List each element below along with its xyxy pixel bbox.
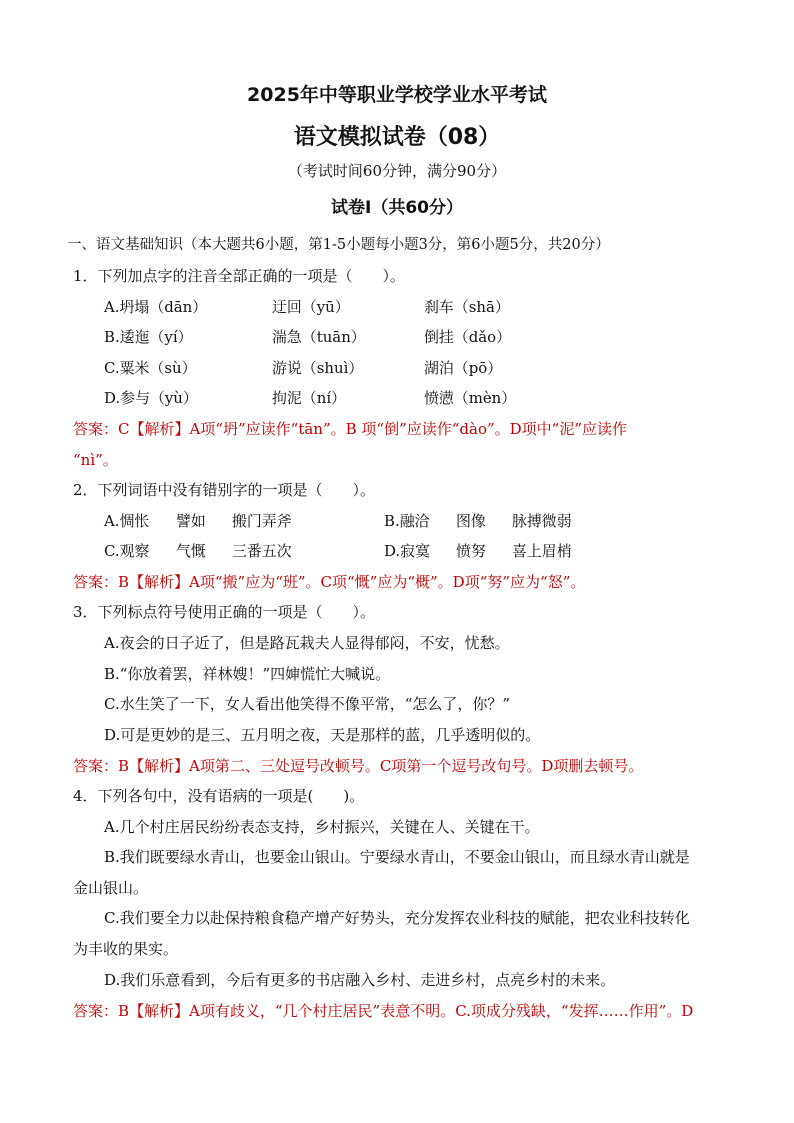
question-3-option-c: C.水生笑了一下，女人看出他笑得不像平常，“怎么了，你？” <box>104 695 511 713</box>
q1-option-a-2: 迂回（yū） <box>272 298 350 316</box>
q2-word: 搬门弄斧 <box>232 512 292 530</box>
question-4-option-b: B.我们既要绿水青山，也要金山银山。宁要绿水青山，不要金山银山，而且绿水青山就是 <box>104 848 690 866</box>
question-4-stem: 4．下列各句中，没有语病的一项是( )。 <box>73 787 365 805</box>
q2-word: 脉搏微弱 <box>512 512 572 530</box>
q2-word: 愤努 <box>456 542 486 560</box>
q2-word: D.寂寞 <box>384 542 430 560</box>
q1-option-d-1: D.参与（yù） <box>104 389 198 407</box>
question-4-answer: 答案：B【解析】A项有歧义，“几个村庄居民”表意不明。C.项成分残缺，“发挥……作用”。D <box>73 1002 694 1020</box>
question-4-option-c: C.我们要全力以赴保持粮食稳产增产好势头，充分发挥农业科技的赋能，把农业科技转化 <box>104 909 690 927</box>
question-4-option-b-cont: 金山银山。 <box>73 879 149 897</box>
question-3-option-b: B.“你放着罢，祥林嫂！”四婶慌忙大喊说。 <box>104 665 391 683</box>
q2-word: 气慨 <box>176 542 206 560</box>
q2-word: 喜上眉梢 <box>512 542 572 560</box>
question-3-answer: 答案：B【解析】A项第二、三处逗号改顿号。C项第一个逗号改句号。D项删去顿号。 <box>73 757 644 775</box>
question-3-option-d: D.可是更妙的是三、五月明之夜，天是那样的蓝，几乎透明似的。 <box>104 726 541 744</box>
question-3-option-a: A.夜会的日子近了，但是路瓦栽夫人显得郁闷，不安，忧愁。 <box>104 634 510 652</box>
q1-option-c-1: C.粟米（sù） <box>104 359 197 377</box>
question-1-answer: 答案：C【解析】A项“坍”应读作“tān”。B 项“倒”应读作“dào”。D项中“泥”应读作 <box>73 420 628 438</box>
q2-word: 图像 <box>456 512 486 530</box>
q2-word: 譬如 <box>176 512 206 530</box>
q2-word: 三番五次 <box>232 542 292 560</box>
part-title: 试卷Ⅰ（共60分） <box>331 198 463 218</box>
q2-word: B.融洽 <box>384 512 430 530</box>
question-1-answer-cont: “nì”。 <box>73 451 118 469</box>
q1-option-c-2: 游说（shuì） <box>272 359 364 377</box>
paper-title: 语文模拟试卷（08） <box>293 125 501 150</box>
question-4-option-a: A.几个村庄居民纷纷表态支持，乡村振兴，关键在人、关键在干。 <box>104 818 540 836</box>
question-3-stem: 3．下列标点符号使用正确的一项是（ ）。 <box>73 603 376 621</box>
q1-option-b-3: 倒挂（dǎo） <box>424 328 512 346</box>
q2-word: A.惆怅 <box>104 512 150 530</box>
q1-option-a-3: 刹车（shā） <box>424 298 510 316</box>
q1-option-c-3: 湖泊（pō） <box>424 359 503 377</box>
exam-title: 2025年中等职业学校学业水平考试 <box>247 84 547 106</box>
q2-word: C.观察 <box>104 542 150 560</box>
q1-option-b-2: 湍急（tuān） <box>272 328 366 346</box>
question-4-option-d: D.我们乐意看到，今后有更多的书店融入乡村、走进乡村，点亮乡村的未来。 <box>104 971 616 989</box>
q1-option-d-2: 拘泥（ní） <box>272 389 346 407</box>
question-4-option-c-cont: 为丰收的果实。 <box>73 940 179 958</box>
q1-option-a-1: A.坍塌（dān） <box>104 298 208 316</box>
question-2-stem: 2．下列词语中没有错别字的一项是（ ）。 <box>73 481 376 499</box>
q1-option-b-1: B.逶迤（yí） <box>104 328 193 346</box>
exam-info: （考试时间60分钟，满分90分） <box>287 162 507 180</box>
section-heading: 一、语文基础知识（本大题共6小题，第1-5小题每小题3分，第6小题5分，共20分） <box>67 237 610 253</box>
question-2-answer: 答案：B【解析】A项“搬”应为“班”。C项“慨”应为“概”。D项“努”应为“怒”。 <box>73 573 586 591</box>
q1-option-d-3: 愤懑（mèn） <box>424 389 517 407</box>
question-1-stem: 1．下列加点字的注音全部正确的一项是（ ）。 <box>73 267 406 285</box>
